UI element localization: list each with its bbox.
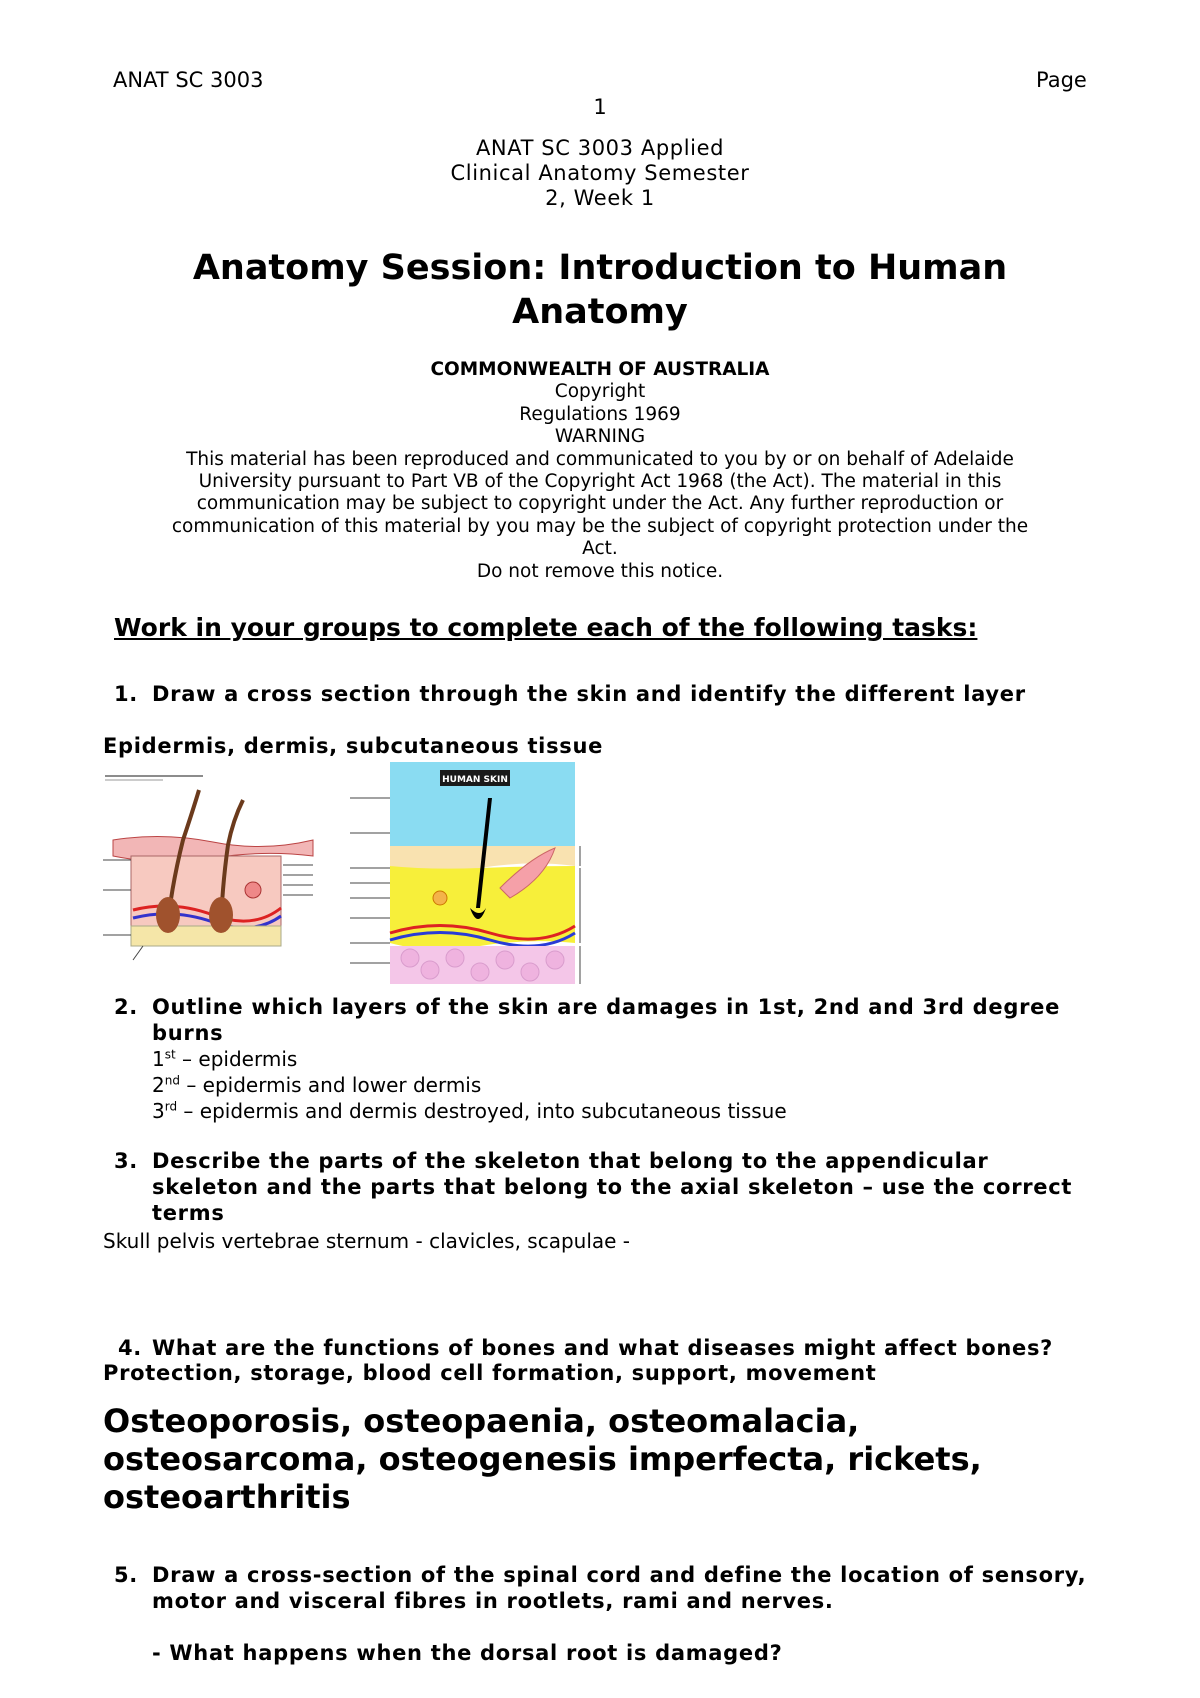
question-number: 1. — [114, 682, 138, 706]
notice-body-line: Act. — [582, 538, 618, 560]
question-text — [152, 1148, 1112, 1226]
course-line: 2, Week 1 — [545, 186, 655, 210]
question-text — [152, 1562, 1112, 1614]
disease-line: osteosarcoma, osteogenesis imperfecta, rickets, — [103, 1440, 982, 1478]
question-line: burns — [152, 1021, 224, 1045]
copyright-notice — [120, 359, 1080, 583]
title-line: Anatomy Session: Introduction to Human — [192, 248, 1008, 288]
question-line: terms — [152, 1201, 225, 1225]
notice-line: Copyright — [554, 381, 646, 403]
answer-4: Protection, storage, blood cell formation, support, movement — [103, 1361, 877, 1385]
degree-suffix: rd — [164, 1099, 178, 1114]
notice-body-line: This material has been reproduced and communicated to you by or on behalf of Adelaide — [186, 448, 1014, 470]
question-5-subquestion: - What happens when the dorsal root is damaged? — [152, 1641, 783, 1665]
question-line: skeleton and the parts that belong to the axial skeleton – use the correct — [152, 1175, 1073, 1199]
skin-banner-text: HUMAN SKIN — [442, 775, 508, 785]
disease-line: osteoarthritis — [103, 1478, 351, 1516]
header-page-label: Page — [1036, 68, 1087, 92]
notice-heading: COMMONWEALTH OF AUSTRALIA — [430, 359, 770, 380]
degree-description: – epidermis and dermis destroyed, into subcutaneous tissue — [177, 1099, 787, 1123]
burn-degree-item — [152, 1046, 787, 1072]
skin-layers-figure — [103, 770, 323, 965]
question-line: motor and visceral fibres in rootlets, rami and nerves. — [152, 1589, 834, 1613]
notice-body-line: University pursuant to Part VB of the Copyright Act 1968 (the Act). The material in this — [198, 471, 1002, 493]
course-info — [0, 136, 1200, 211]
question-number: 4. — [118, 1336, 142, 1360]
question-number: 2. — [114, 995, 138, 1019]
question-line: Draw a cross-section of the spinal cord and define the location of sensory, — [152, 1563, 1087, 1587]
question-line: Outline which layers of the skin are damages in 1st, 2nd and 3rd degree — [152, 995, 1061, 1019]
degree-description: – epidermis and lower dermis — [179, 1073, 482, 1097]
human-skin-diagram — [330, 758, 630, 988]
degree-number: 3 — [152, 1099, 165, 1123]
burn-degree-item — [152, 1098, 787, 1124]
question-number: 3. — [114, 1149, 138, 1173]
page-title — [100, 246, 1100, 334]
bone-diseases — [103, 1402, 1103, 1516]
skin-layers-diagram — [103, 770, 323, 965]
answer-3: Skull pelvis vertebrae sternum - clavicles, scapulae - — [103, 1229, 631, 1253]
answer-1: Epidermis, dermis, subcutaneous tissue — [103, 734, 604, 758]
burn-degree-list — [152, 1046, 787, 1124]
degree-description: – epidermis — [175, 1047, 298, 1071]
notice-line: Regulations 1969 — [519, 403, 681, 425]
notice-body-line: communication may be subject to copyright under the Act. Any further reproduction or — [196, 493, 1004, 515]
question-number: 5. — [114, 1563, 138, 1587]
question-text: Draw a cross section through the skin and identify the different layer — [152, 682, 1026, 706]
degree-number: 1 — [152, 1047, 165, 1071]
header-page-number: 1 — [593, 95, 607, 119]
notice-footer: Do not remove this notice. — [476, 560, 724, 582]
question-text — [152, 994, 1112, 1046]
degree-suffix: st — [164, 1047, 176, 1062]
course-line: ANAT SC 3003 Applied — [475, 136, 725, 160]
burn-degree-item — [152, 1072, 787, 1098]
question-line: Describe the parts of the skeleton that belong to the appendicular — [152, 1149, 989, 1173]
human-skin-figure — [330, 758, 630, 988]
course-line: Clinical Anatomy Semester — [450, 161, 750, 185]
title-line: Anatomy — [512, 292, 688, 332]
degree-number: 2 — [152, 1073, 165, 1097]
instructions-heading: Work in your groups to complete each of the following tasks: — [114, 613, 978, 642]
question-text: What are the functions of bones and what diseases might affect bones? — [152, 1336, 1054, 1360]
header-course-code: ANAT SC 3003 — [113, 68, 264, 92]
degree-suffix: nd — [164, 1073, 180, 1088]
notice-line: WARNING — [554, 426, 646, 448]
disease-line: Osteoporosis, osteopaenia, osteomalacia, — [103, 1402, 860, 1440]
notice-body-line: communication of this material by you may be the subject of copyright protection under the — [171, 515, 1029, 537]
